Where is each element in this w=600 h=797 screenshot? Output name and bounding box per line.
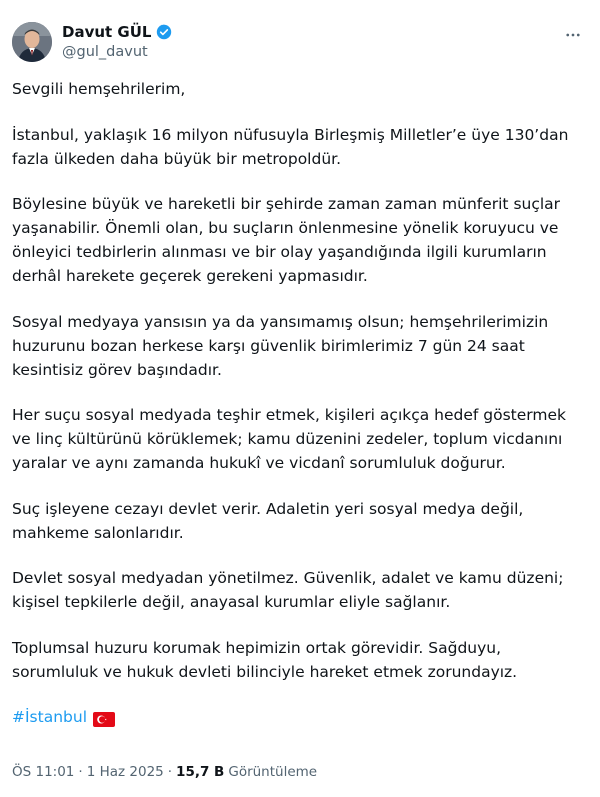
verified-badge-icon[interactable] <box>155 23 173 41</box>
tweet-paragraph: Her suçu sosyal medyada teşhir etmek, kişileri açıkça hedef göstermek ve linç kültürünü körüklemek; kamu düzenini zedeler, toplum vicdanını yaralar ve aynı zamanda hukukî ve vicdanî sorumluluk doğurur. <box>12 406 567 472</box>
tweet-paragraph: Suç işleyene cezayı devlet verir. Adaletin yeri sosyal medya değil, mahkeme salonlarıdır. <box>12 499 524 542</box>
tweet-paragraph: Böylesine büyük ve hareketli bir şehirde zaman zaman münferit suçlar yaşanabilir. Önemli olan, bu suçların önlenmesine yönelik koruyucu ve önleyici tedbirlerin alınması ve bir olay yaşandığında ilgili kurumların derhâl harekete geçerek gerekeni yapmasıdır. <box>12 195 561 285</box>
tweet-time[interactable]: ÖS 11:01 <box>12 764 75 780</box>
tweet-text <box>12 77 586 729</box>
tweet-paragraph: Sosyal medyaya yansısın ya da yansımamış olsun; hemşehrilerimizin huzurunu bozan herkese karşı güvenlik birimlerimiz 7 gün 24 saat kesintisiz görev başındadır. <box>12 312 549 379</box>
meta-separator: · <box>167 764 173 780</box>
display-name[interactable]: Davut GÜL <box>62 23 152 41</box>
hashtag-link[interactable]: #İstanbul <box>12 708 88 726</box>
tweet-date[interactable]: 1 Haz 2025 <box>86 764 164 780</box>
more-options-button[interactable] <box>558 24 588 46</box>
tweet-header <box>12 20 588 70</box>
author-names <box>62 22 173 60</box>
meta-separator: · <box>78 764 83 780</box>
tweet-meta <box>12 764 317 780</box>
author-handle[interactable]: @gul_davut <box>62 44 148 60</box>
hashtag-row <box>12 705 586 729</box>
views-count: 15,7 B <box>176 764 225 780</box>
views-label: Görüntüleme <box>228 764 318 780</box>
tweet-paragraph: Devlet sosyal medyadan yönetilmez. Güvenlik, adalet ve kamu düzeni; kişisel tepkilerle değil, anayasal kurumlar eliyle sağlanır. <box>12 569 564 611</box>
turkey-flag-icon <box>93 710 115 725</box>
tweet-paragraph: Toplumsal huzuru korumak hepimizin ortak görevidir. Sağduyu, sorumluluk ve hukuk devleti bilinciyle hareket etmek zorundayız. <box>12 638 518 681</box>
avatar[interactable] <box>12 22 52 62</box>
more-options-icon <box>564 26 582 44</box>
tweet-paragraph: Sevgili hemşehrilerim, <box>12 80 186 98</box>
avatar-image <box>12 22 52 62</box>
tweet-paragraph: İstanbul, yaklaşık 16 milyon nüfusuyla Birleşmiş Milletler’e üye 130’dan fazla ülkeden daha büyük bir metropoldür. <box>12 125 569 168</box>
display-name-row <box>62 22 173 42</box>
